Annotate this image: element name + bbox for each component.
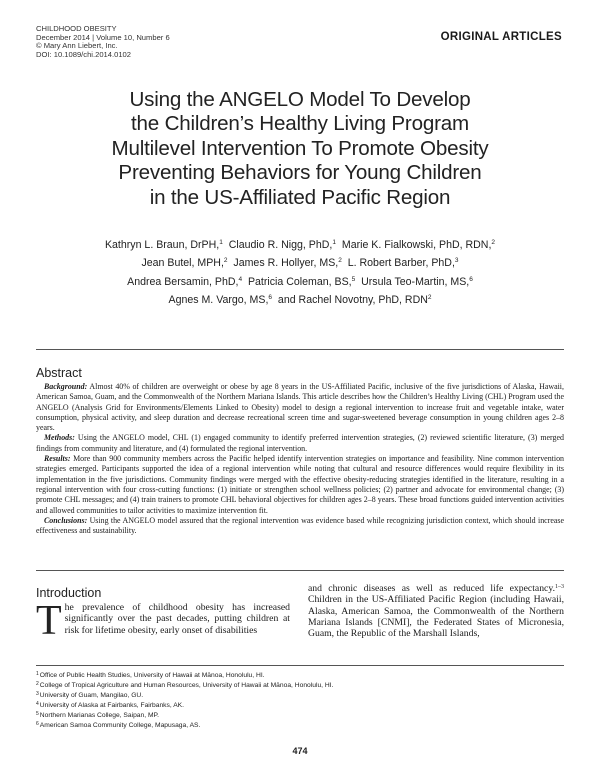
affiliation: $^1$Office of Public Health Studies, University of Hawaii at Mānoa, Honolulu, HI. xyxy=(36,671,265,679)
author-affil: 2 xyxy=(338,257,342,265)
author-name: Marie K. Fialkowski, PhD, RDN, xyxy=(341,239,492,251)
author-affil: 1 xyxy=(332,239,336,246)
abstract-heading: Abstract xyxy=(36,366,82,380)
title-line: Multilevel Intervention To Promote Obesity xyxy=(111,136,489,160)
author-name: Ursula Teo-Martin, MS, xyxy=(361,275,470,288)
section-tag: ORIGINAL ARTICLES xyxy=(440,31,562,43)
author-affil: 2 xyxy=(223,257,228,265)
abstract-methods xyxy=(36,433,564,454)
affiliation: $^5$Northern Marianas College, Saipan, MP. xyxy=(36,711,159,720)
journal-issue: December 2014 | Volume 10, Number 6 xyxy=(36,32,170,42)
divider xyxy=(36,349,564,350)
intro-heading: Introduction xyxy=(36,586,102,600)
abstract-text: Using the ANGELO model, CHL (1) engaged community to identify preferred intervention strategies, (2) reviewed scientific literature, (3) merged findings from community and literature, and (4) formulated the regional intervention. xyxy=(36,433,565,453)
abstract-label: Results: xyxy=(44,454,71,464)
intro-text: and chronic diseases as well as reduced life expectancy. xyxy=(308,583,555,594)
abstract-results xyxy=(36,454,564,516)
divider xyxy=(36,570,564,571)
author-affil: 1 xyxy=(219,239,223,246)
drop-cap: T xyxy=(36,598,62,644)
author-name: James R. Hollyer, MS, xyxy=(233,257,339,270)
intro-left-column xyxy=(36,598,290,644)
abstract-conclusions xyxy=(36,516,564,537)
abstract-text: Using the ANGELO model assured that the regional intervention was evidence based while recognizing jurisdiction context, which should increase effectiveness and sustainability. xyxy=(36,515,564,536)
title-line: in the US-Affiliated Pacific Region xyxy=(149,185,451,209)
author-name: and Rachel Novotny, PhD, RDN xyxy=(277,294,428,307)
title-line: Preventing Behaviors for Young Children xyxy=(118,161,482,185)
affiliation: $^4$University of Alaska at Fairbanks, Fairbanks, AK. xyxy=(36,701,184,710)
author-name: L. Robert Barber, PhD, xyxy=(347,257,455,270)
author-line xyxy=(40,254,560,272)
author-affil: 2 xyxy=(427,294,432,302)
author-affil: 5 xyxy=(351,275,356,283)
author-line xyxy=(40,273,560,291)
author-line xyxy=(40,291,560,309)
journal-doi: DOI: 10.1089/chi.2014.0102 xyxy=(36,50,131,60)
affiliation: $^3$University of Guam, Mangilao, GU. xyxy=(36,691,144,700)
author-name: Kathryn L. Braun, DrPH, xyxy=(104,239,220,251)
author-name: Agnes M. Vargo, MS, xyxy=(168,294,269,307)
author-name: Andrea Bersamin, PhD, xyxy=(127,275,239,288)
intro-text: he prevalence of childhood obesity has increased significantly over the past decades, putting children at risk for lifetime obesity, early onset of disabilities xyxy=(64,602,290,636)
divider xyxy=(36,665,564,666)
title-line: the Children’s Healthy Living Program xyxy=(131,112,469,136)
journal-copyright: © Mary Ann Liebert, Inc. xyxy=(36,41,118,51)
journal-name: CHILDHOOD OBESITY xyxy=(36,24,117,33)
abstract-label: Background: xyxy=(44,382,88,391)
journal-header xyxy=(36,25,170,60)
author-list xyxy=(40,236,560,310)
affiliation: $^2$College of Tropical Agriculture and Human Resources, University of Hawaii at Mānoa, Honolulu, HI. xyxy=(36,681,334,690)
article-title xyxy=(40,88,560,210)
abstract-label: Methods: xyxy=(44,433,75,443)
affiliations xyxy=(36,671,333,732)
page-number: 474 xyxy=(292,746,308,756)
intro-right-column xyxy=(308,583,564,639)
abstract-label: Conclusions: xyxy=(44,515,88,525)
author-name: Jean Butel, MPH, xyxy=(141,257,224,270)
author-name: Patricia Coleman, BS, xyxy=(247,275,352,288)
citation: 1–3 xyxy=(555,584,564,590)
abstract-text: More than 900 community members across the Pacific helped identify intervention strategies on importance and feasibility. Nine common intervention strategies emerged. Participants supported the idea of a regional intervention while noting that cultural and resource differences would require flexibility in its implementation in the five jurisdictions. Community findings were merged with the effective obesity-reducing strategies identified in the literature, resulting in a regional intervention with four cross-cutting functions: (1) initiate or strengthen school wellness policies; (2) partner and advocate for environmental change; (3) promote CHL messages; and (4) train trainers to promote CHL behavioral objectives for children ages 2–8 years. These broad functions guided intervention activities and allowed communities to tailor activities to maximize intervention fit. xyxy=(36,454,565,515)
author-affil: 6 xyxy=(469,275,473,283)
author-name: Claudio R. Nigg, PhD, xyxy=(228,239,333,251)
affiliation: $^6$American Samoa Community College, Mapusaga, AS. xyxy=(36,721,201,730)
abstract-body xyxy=(36,382,564,536)
author-affil: 2 xyxy=(491,239,496,246)
abstract-text: Almost 40% of children are overweight or obese by age 8 years in the US-Affiliated Pacific, inclusive of the five jurisdictions of Alaska, Hawaii, American Samoa, Guam, and the Commonwealth of the Northern Mariana Islands. This article describes how the Children’s Healthy Living (CHL) Program used the ANGELO (Analysis Grid for Environments/Elements Linked to Obesity) model to design a regional intervention to increase fruit and vegetable intake, water consumption, physical activity, and sleep duration and decrease recreational screen time and sugar-sweetened beverage consumption in young children ages 2–8 years. xyxy=(36,382,564,433)
author-affil: 3 xyxy=(454,257,459,265)
title-line: Using the ANGELO Model To Develop xyxy=(129,88,471,111)
author-affil: 4 xyxy=(238,275,243,283)
author-line xyxy=(40,236,560,254)
author-affil: 6 xyxy=(268,294,273,302)
intro-text: Children in the US-Affiliated Pacific Region (including Hawaii, Alaska, American Samoa, the Commonwealth of the Northern Mariana Islands [CNMI], the Federated States of Micronesia, Guam, the Republic of the Marshall Islands, xyxy=(308,594,564,640)
abstract-background xyxy=(36,382,564,433)
